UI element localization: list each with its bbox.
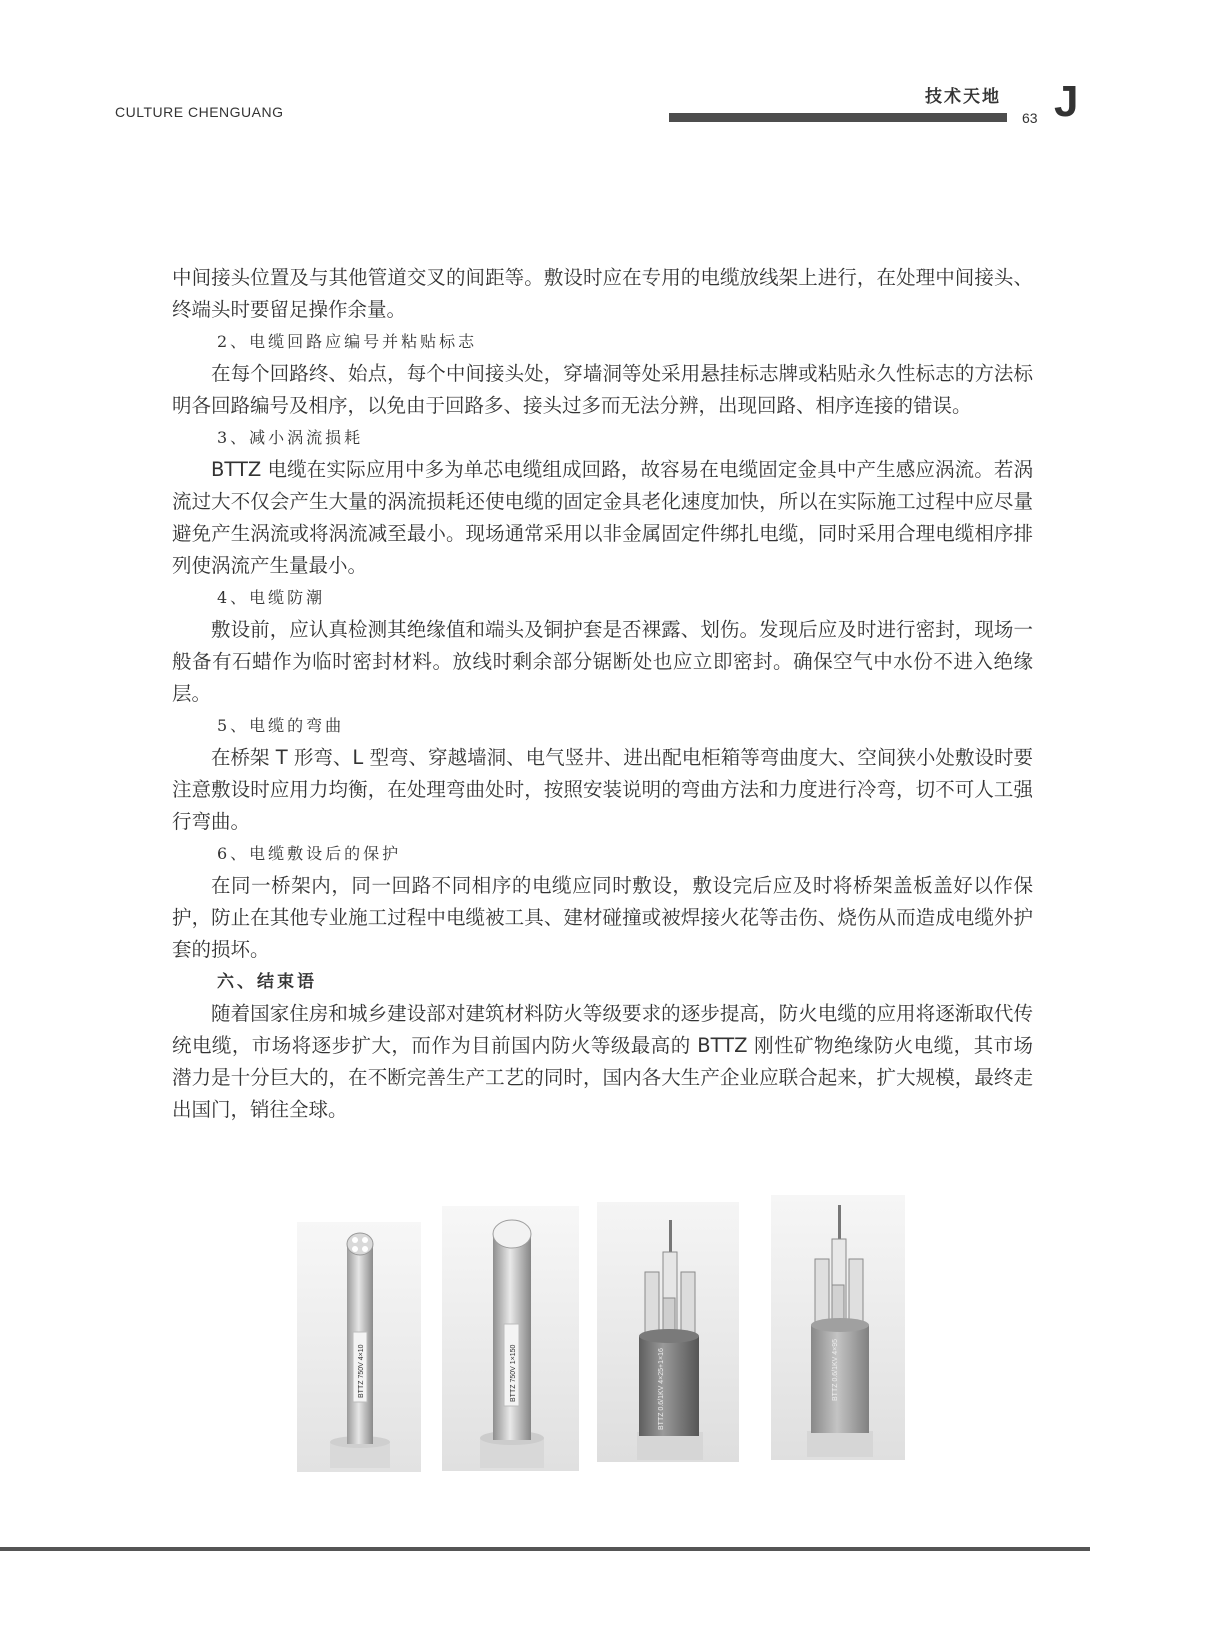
subheading: 2、电缆回路应编号并粘贴标志 <box>217 332 478 351</box>
header-bar <box>669 113 1007 122</box>
section-letter: J <box>1054 77 1079 126</box>
section-title: 技术天地 <box>925 87 1001 107</box>
paragraph: 在桥架 T 形弯、L 型弯、穿越墙洞、电气竖井、进出配电柜箱等弯曲度大、空间狭小处敷设时要注意敷设时应用力均衡，在处理弯曲处时，按照安装说明的弯曲方法和力度进行冷弯，切不可人工强行弯曲。 <box>172 746 1033 833</box>
paragraph: 中间接头位置及与其他管道交叉的间距等。敷设时应在专用的电缆放线架上进行，在处理中间接头、终端头时要留足操作余量。 <box>172 266 1033 321</box>
paragraph: BTTZ 电缆在实际应用中多为单芯电缆组成回路，故容易在电缆固定金具中产生感应涡流。若涡流过大不仅会产生大量的涡流损耗还使电缆的固定金具老化速度加快，所以在实际施工过程中应尽量避免产生涡流或将涡流减至最小。现场通常采用以非金属固定件绑扎电缆，同时采用合理电缆相序排列使涡流产生量最小。 <box>172 458 1033 577</box>
paragraph: 在每个回路终、始点，每个中间接头处，穿墙洞等处采用悬挂标志牌或粘贴永久性标志的方法标明各回路编号及相序，以免由于回路多、接头过多而无法分辨，出现回路、相序连接的错误。 <box>172 362 1033 417</box>
paragraph: 敷设前，应认真检测其绝缘值和端头及铜护套是否裸露、划伤。发现后应及时进行密封，现场一般备有石蜡作为临时密封材料。放线时剩余部分锯断处也应立即密封。确保空气中水份不进入绝缘层。 <box>172 618 1033 705</box>
cable-label-1: BTTZ 750V 4×10 <box>358 1344 365 1398</box>
cable-photo-1 <box>297 1222 421 1472</box>
cable-photo-2 <box>442 1206 579 1471</box>
section-heading: 六、结束语 <box>217 972 317 992</box>
article-body <box>172 262 1033 1126</box>
cable-label-4: BTTZ 0.6/1KV 4×95 <box>832 1338 839 1401</box>
subheading: 6、电缆敷设后的保护 <box>217 844 402 863</box>
subheading: 3、减小涡流损耗 <box>217 428 364 447</box>
paragraph: 在同一桥架内，同一回路不同相序的电缆应同时敷设，敷设完后应及时将桥架盖板盖好以作保护，防止在其他专业施工过程中电缆被工具、建材碰撞或被焊接火花等击伤、烧伤从而造成电缆外护套的损坏。 <box>172 874 1033 961</box>
cable-photo-4 <box>771 1195 905 1460</box>
cable-label-2: BTTZ 750V 1×150 <box>510 1344 517 1402</box>
cable-label-3: BTTZ 0.6/1KV 4×25+1×16 <box>658 1348 665 1430</box>
footer-rule <box>0 1547 1090 1551</box>
cable-photo-3 <box>597 1202 739 1462</box>
brand-name: CULTURE CHENGUANG <box>115 104 284 120</box>
subheading: 5、电缆的弯曲 <box>217 716 345 735</box>
subheading: 4、电缆防潮 <box>217 588 326 607</box>
paragraph: 随着国家住房和城乡建设部对建筑材料防火等级要求的逐步提高，防火电缆的应用将逐渐取代传统电缆，市场将逐步扩大，而作为目前国内防火等级最高的 BTTZ 刚性矿物绝缘防火电缆，其市场潜力是十分巨大的，在不断完善生产工艺的同时，国内各大生产企业应联合起来，扩大规模，最终走出国门，销往全球。 <box>172 1002 1033 1121</box>
page-number: 63 <box>1022 110 1038 126</box>
